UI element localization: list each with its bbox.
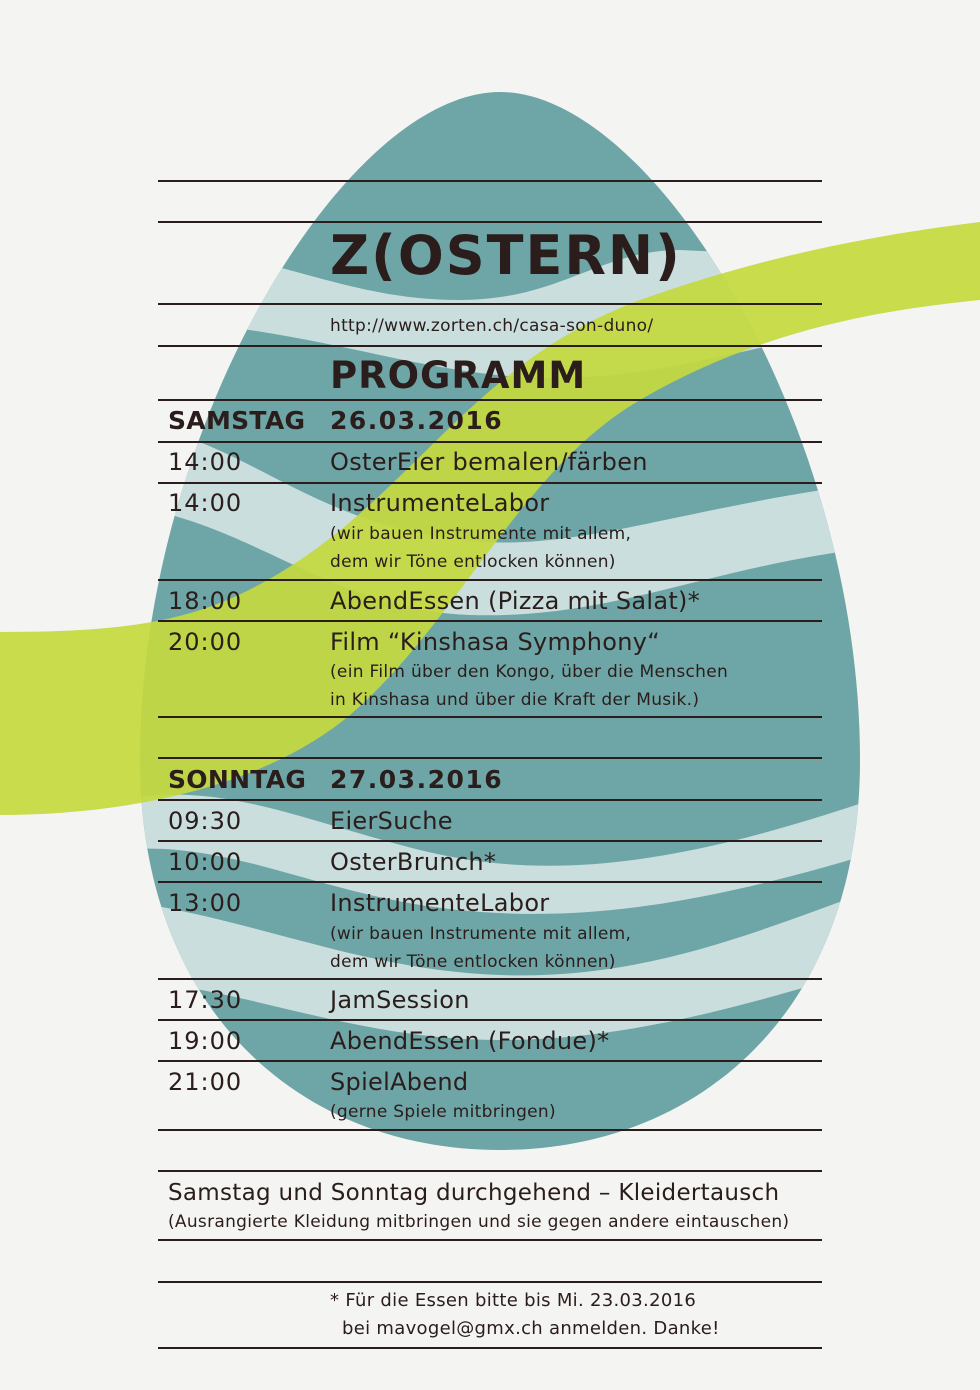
footnote-line1: * Für die Essen bitte bis Mi. 23.03.2016	[330, 1290, 697, 1311]
rule	[158, 345, 822, 347]
schedule-time: 21:00	[168, 1068, 243, 1096]
rule	[158, 978, 822, 980]
schedule-title: JamSession	[330, 986, 470, 1014]
rule	[158, 399, 822, 401]
schedule-note: (gerne Spiele mitbringen)	[330, 1102, 556, 1122]
schedule-note: (wir bauen Instrumente mit allem,	[330, 524, 632, 544]
schedule-time: 09:30	[168, 807, 243, 835]
rule	[158, 840, 822, 842]
schedule-title: OsterBrunch*	[330, 848, 497, 876]
rule	[158, 1170, 822, 1172]
schedule-note: dem wir Töne entlocken können)	[330, 552, 616, 572]
rule	[158, 881, 822, 883]
day-name-saturday: SAMSTAG	[168, 406, 306, 435]
footnote-line2: bei mavogel@gmx.ch anmelden. Danke!	[342, 1318, 720, 1339]
day-date-sunday: 27.03.2016	[330, 765, 504, 794]
rule	[158, 757, 822, 759]
schedule-title: AbendEssen (Fondue)*	[330, 1027, 610, 1055]
event-title: Z(OSTERN)	[330, 224, 682, 287]
rule	[158, 1239, 822, 1241]
schedule-title: OsterEier bemalen/färben	[330, 448, 648, 476]
schedule-time: 14:00	[168, 448, 243, 476]
schedule-title: Film “Kinshasa Symphony“	[330, 628, 660, 656]
day-date-saturday: 26.03.2016	[330, 406, 504, 435]
schedule-title: InstrumenteLabor	[330, 489, 550, 517]
rule	[158, 1129, 822, 1131]
schedule-title: InstrumenteLabor	[330, 889, 550, 917]
schedule-note: (ein Film über den Kongo, über die Menschen	[330, 662, 729, 682]
rule	[158, 1347, 822, 1349]
rule	[158, 716, 822, 718]
rule	[158, 1019, 822, 1021]
schedule-note: (wir bauen Instrumente mit allem,	[330, 924, 632, 944]
day-name-sunday: SONNTAG	[168, 765, 307, 794]
rule	[158, 1060, 822, 1062]
schedule-title: EierSuche	[330, 807, 453, 835]
rule	[158, 579, 822, 581]
rule	[158, 1281, 822, 1283]
schedule-time: 19:00	[168, 1027, 243, 1055]
rule	[158, 620, 822, 622]
rule	[158, 482, 822, 484]
program-heading: PROGRAMM	[330, 354, 587, 397]
event-url[interactable]: http://www.zorten.ch/casa-son-duno/	[330, 316, 654, 336]
rule	[158, 303, 822, 305]
schedule-time: 18:00	[168, 587, 243, 615]
rule	[158, 221, 822, 223]
schedule-title: SpielAbend	[330, 1068, 469, 1096]
rule	[158, 799, 822, 801]
kleidertausch-title: Samstag und Sonntag durchgehend – Kleidertausch	[168, 1180, 780, 1206]
schedule-note: in Kinshasa und über die Kraft der Musik.)	[330, 690, 700, 710]
schedule-time: 20:00	[168, 628, 243, 656]
schedule-time: 14:00	[168, 489, 243, 517]
kleidertausch-note: (Ausrangierte Kleidung mitbringen und sie gegen andere eintauschen)	[168, 1212, 790, 1232]
schedule-note: dem wir Töne entlocken können)	[330, 952, 616, 972]
schedule-title: AbendEssen (Pizza mit Salat)*	[330, 587, 701, 615]
rule	[158, 441, 822, 443]
schedule-time: 10:00	[168, 848, 243, 876]
schedule-time: 13:00	[168, 889, 243, 917]
rule	[158, 180, 822, 182]
schedule-time: 17:30	[168, 986, 243, 1014]
